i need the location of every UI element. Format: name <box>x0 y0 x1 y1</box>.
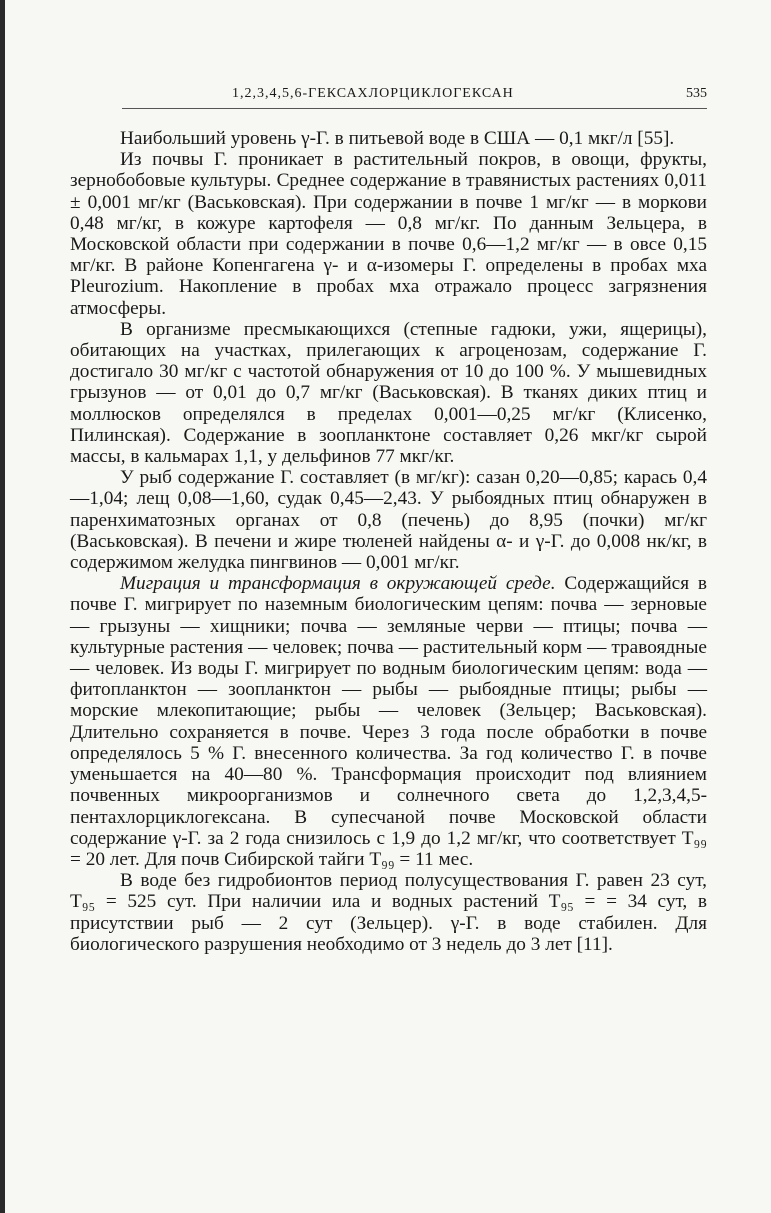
header-rule <box>122 108 707 109</box>
paragraph-drinking-water: Наибольший уровень γ-Г. в питьевой воде в США — 0,1 мкг/л [55]. <box>120 128 675 149</box>
paragraph-reptiles-birds: В организме пресмыкающихся (степные гадюки, ужи, ящерицы), обитающих на участках, прилегающих к агроценозам, содержание Г. достигало 30 мг/кг с частотой обнаружения от 10 до 100 %. У мышевидных грызунов — от 0,01 до 0,7 мг/кг (Васьковская). В тканях диких птиц и моллюсков определялся в пределах 0,001—0,25 мг/кг (Клисенко, Пилинская). Содержание в зоопланктоне составляет 0,26 мкг/кг сырой массы, в кальмарах 1,1, у дельфинов 77 мкг/кг. <box>70 318 707 468</box>
page-number: 535 <box>686 86 707 101</box>
paragraph-water-halflife: В воде без гидробионтов период полусуществования Г. равен 23 сут, T₉₅ = 525 сут. При наличии ила и водных растений T₉₅ = = 34 сут, в присутствии рыб — 2 сут (Зельцер). γ-Г. в воде стабилен. Для биологического разрушения необходимо от 3 недель до 3 лет [11]. <box>70 870 707 955</box>
running-head <box>232 86 707 106</box>
running-title: 1,2,3,4,5,6-ГЕКСАХЛОРЦИКЛОГЕКСАН <box>232 86 514 101</box>
section-heading-migration: Миграция и трансформация в окружающей среде. <box>120 573 556 595</box>
paragraph-plants: Из почвы Г. проникает в растительный покров, в овощи, фрукты, зернобобовые культуры. Среднее содержание в травянистых растениях 0,011 ± 0,001 мг/кг (Васьковская). При содержании в почве 1 мг/кг — в моркови 0,48 мг/кг, в кожуре картофеля — 0,8 мг/кг. По данным Зельцера, в Московской области при содержании в почве 0,6—1,2 мг/кг — в овсе 0,15 мг/кг. В районе Копенгагена γ- и α-изомеры Г. определены в пробах мха Pleurozium. Накопление в пробах мха отражало процесс загрязнения атмосферы. <box>70 149 707 319</box>
paragraph-fish: У рыб содержание Г. составляет (в мг/кг): сазан 0,20—0,85; карась 0,4—1,04; лещ 0,08—1,60, судак 0,45—2,43. У рыбоядных птиц обнаружен в паренхиматозных органах от 0,8 (печень) до 8,95 (почки) мг/кг (Васьковская). В печени и жире тюленей найдены α- и γ-Г. до 0,008 нк/кг, в содержимом желудка пингвинов — 0,001 мг/кг. <box>70 467 707 574</box>
paragraph-migration: Миграция и трансформация в окружающей среде. Содержащийся в почве Г. мигрирует по наземным биологическим цепям: почва — зерновые — грызуны — хищники; почва — земляные черви — птицы; почва — культурные растения — человек; почва — растительный корм — травоядные — человек. Из воды Г. мигрирует по водным биологическим цепям: вода — фитопланктон — зоопланктон — рыбы — рыбоядные птицы; рыбы — морские млекопитающие; рыбы — человек (Зельцер; Васьковская). Длительно сохраняется в почве. Через 3 года после обработки в почве определялось 5 % Г. внесенного количества. За год количество Г. в почве уменьшается на 40—80 %. Трансформация происходит под влиянием почвенных микроорганизмов и солнечного света до 1,2,3,4,5-пентахлорциклогексана. В супесчаной почве Московской области содержание γ-Г. за 2 года снизилось с 1,9 до 1,2 мг/кг, что соответствует T₉₉ = 20 лет. Для почв Сибирской тайги T₉₉ = 11 мес. <box>70 573 707 870</box>
page-body <box>70 128 707 955</box>
